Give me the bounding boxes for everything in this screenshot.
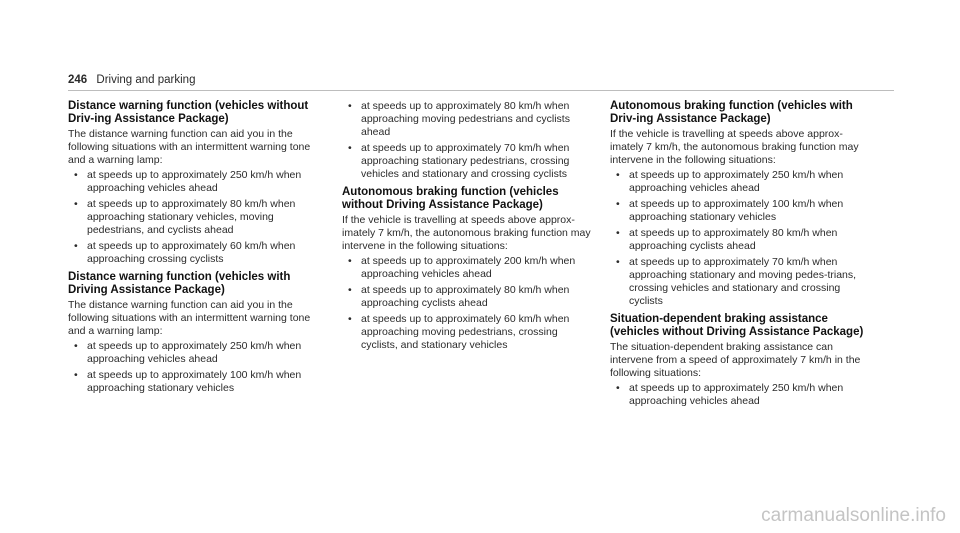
section-intro: If the vehicle is travelling at speeds above approx-imately 7 km/h, the autonomous braking function may intervene in the following situations: [342,214,591,252]
bullet-icon: • [348,100,352,112]
page-header [68,74,195,86]
section-heading: Autonomous braking function (vehicles without Driving Assistance Package) [342,186,559,211]
section-heading: Distance warning function (vehicles without Driv-ing Assistance Package) [68,100,309,125]
section-title: Driving and parking [96,74,196,86]
bullet-list [342,100,597,181]
list-item-text: at speeds up to approximately 70 km/h when approaching stationary pedestrians, crossing vehicles and stationary and crossing cyclists [361,142,570,180]
list-item [610,382,865,408]
list-item [342,142,597,181]
section [610,100,865,308]
bullet-icon: • [616,169,620,181]
column-3 [610,100,865,413]
list-item-text: at speeds up to approximately 80 km/h when approaching stationary vehicles, moving pedestrians, and cyclists ahead [87,198,296,236]
list-item-text: at speeds up to approximately 60 km/h when approaching moving pedestrians, crossing cyclists, and stationary vehicles [361,313,570,351]
bullet-icon: • [348,142,352,154]
section-intro: If the vehicle is travelling at speeds above approx-imately 7 km/h, the autonomous braking function may intervene in the following situations: [610,128,859,166]
list-item [68,198,323,237]
list-item [68,340,323,366]
bullet-list [342,255,597,352]
list-item [610,198,865,224]
section [68,271,323,395]
list-item-text: at speeds up to approximately 60 km/h when approaching crossing cyclists [87,240,296,265]
section-intro: The situation-dependent braking assistance can intervene from a speed of approximately 7 km/h in the following situations: [610,341,861,379]
list-item [342,100,597,139]
list-item [610,227,865,253]
bullet-icon: • [616,198,620,210]
list-item-text: at speeds up to approximately 250 km/h when approaching vehicles ahead [87,340,302,365]
list-item [342,255,597,281]
section-intro: The distance warning function can aid you in the following situations with an intermittent warning tone and a warning lamp: [68,299,311,337]
list-item [342,284,597,310]
list-item [68,169,323,195]
list-item-text: at speeds up to approximately 200 km/h when approaching vehicles ahead [361,255,576,280]
list-item [610,256,865,308]
list-item [342,313,597,352]
list-item-text: at speeds up to approximately 250 km/h when approaching vehicles ahead [629,382,844,407]
header-divider [68,90,894,91]
list-item [610,169,865,195]
bullet-icon: • [348,284,352,296]
section [342,186,597,352]
bullet-list [68,340,323,395]
page-number: 246 [68,74,88,86]
bullet-icon: • [616,227,620,239]
list-item-text: at speeds up to approximately 80 km/h when approaching cyclists ahead [629,227,838,252]
list-item-text: at speeds up to approximately 80 km/h when approaching cyclists ahead [361,284,570,309]
bullet-icon: • [616,256,620,268]
list-item-text: at speeds up to approximately 100 km/h when approaching stationary vehicles [629,198,844,223]
list-item-text: at speeds up to approximately 70 km/h when approaching stationary and moving pedes-trians, crossing vehicles and stationary and crossing cyclists [629,256,857,307]
list-item [68,240,323,266]
list-item-text: at speeds up to approximately 100 km/h when approaching stationary vehicles [87,369,302,394]
bullet-list [610,169,865,308]
section-intro: The distance warning function can aid you in the following situations with an intermittent warning tone and a warning lamp: [68,128,311,166]
column-2 [342,100,597,357]
bullet-icon: • [74,340,78,352]
section [610,313,865,408]
list-item-text: at speeds up to approximately 80 km/h when approaching moving pedestrians and cyclists ahead [361,100,570,138]
section-heading: Distance warning function (vehicles with Driving Assistance Package) [68,271,291,296]
bullet-icon: • [74,369,78,381]
bullet-list [610,382,865,408]
bullet-icon: • [74,240,78,252]
bullet-icon: • [74,198,78,210]
bullet-list [68,169,323,266]
section [68,100,323,266]
bullet-icon: • [616,382,620,394]
list-item [68,369,323,395]
bullet-icon: • [348,255,352,267]
bullet-icon: • [74,169,78,181]
list-item-text: at speeds up to approximately 250 km/h when approaching vehicles ahead [87,169,302,194]
watermark-text: carmanualsonline.info [761,505,946,526]
column-1 [68,100,323,400]
list-item-text: at speeds up to approximately 250 km/h when approaching vehicles ahead [629,169,844,194]
section-heading: Situation-dependent braking assistance (vehicles without Driving Assistance Package) [610,313,864,338]
section [342,100,597,181]
bullet-icon: • [348,313,352,325]
section-heading: Autonomous braking function (vehicles with Driv-ing Assistance Package) [610,100,853,125]
